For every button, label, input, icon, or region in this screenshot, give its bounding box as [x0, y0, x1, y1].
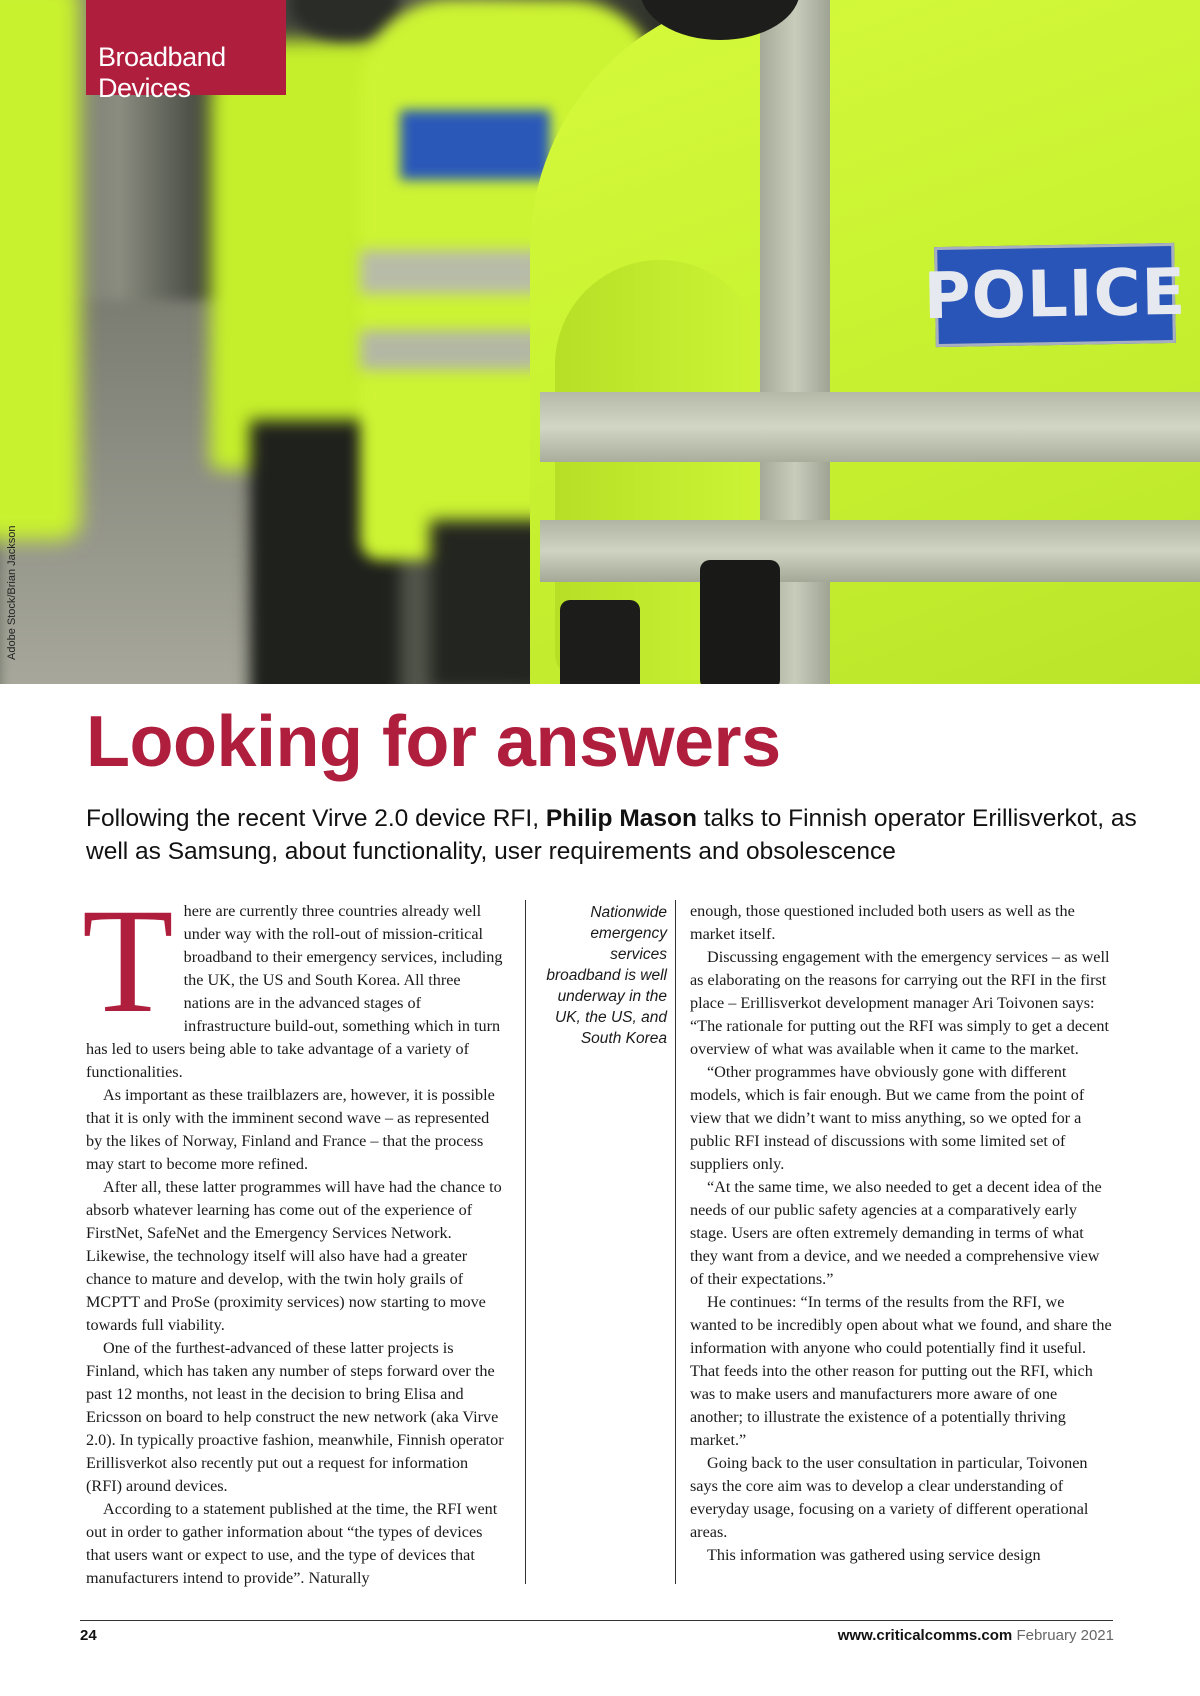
page-number: 24 — [80, 1627, 97, 1644]
footer-date: February 2021 — [1016, 1627, 1114, 1644]
photo-reflective-stripe-horizontal — [540, 520, 1200, 582]
body-paragraph: “At the same time, we also needed to get a decent idea of the needs of our public safety agencies at a comparatively early stage. Users are often extremely demanding in terms of what they want from a device, and we needed a comprehensive view of their expectations.” — [690, 1178, 1102, 1288]
body-paragraph: Going back to the user consultation in particular, Toivonen says the core aim was to develop a clear understanding of everyday usage, focusing on a variety of different operational areas. — [690, 1454, 1089, 1541]
photo-equipment-strap — [560, 600, 640, 684]
body-column-right — [690, 900, 1112, 1567]
column-divider — [675, 900, 676, 1584]
photo-officer-far-left — [0, 0, 80, 540]
body-column-left — [82, 878, 506, 1590]
section-tag: Broadband Devices — [86, 0, 286, 95]
photo-equipment-strap — [700, 560, 780, 684]
photo-blurred-badge — [400, 110, 550, 180]
footer-masthead — [838, 1627, 1114, 1644]
body-paragraph: Discussing engagement with the emergency services – as well as elaborating on the reasons for carrying out the RFI in the first place – Erillisverkot development manager Ari Toivonen says: “The rationale for putting out the RFI was simply to get a decent overview of what was available when it came to the market. — [690, 948, 1110, 1058]
author-name: Philip Mason — [545, 805, 697, 832]
standfirst-text: talks to Finnish operator Erillisverkot, as well as Samsung, about functionality, user requirements and obsolescence — [86, 805, 1137, 865]
body-paragraph: “Other programmes have obviously gone with different models, which is fair enough. But we came from the point of view that we didn’t want to miss anything, so we opted for a public RFI instead of discussions with some limited set of suppliers only. — [690, 1063, 1085, 1173]
standfirst-text: Following the recent Virve 2.0 device RFI, — [86, 805, 546, 832]
photo-reflective-stripe-horizontal — [540, 392, 1200, 462]
body-paragraph: According to a statement published at the time, the RFI went out in order to gather information about “the types of devices that users want or expect to use, and the type of devices that manufacturers intend to provide”. Naturally — [86, 1500, 498, 1587]
body-paragraph: enough, those questioned included both users as well as the market itself. — [690, 902, 1075, 943]
body-paragraph: As important as these trailblazers are, however, it is possible that it is only with the imminent second wave – as represented by the likes of Norway, Finland and France – that the process may start to become more refined. — [86, 1086, 495, 1173]
body-paragraph: After all, these latter programmes will have had the chance to absorb whatever learning has come out of the experience of FirstNet, SafeNet and the Emergency Services Network. Likewise, the technology itself will also have had a greater chance to mature and develop, with the twin holy grails of MCPTT and ProSe (proximity services) now starting to move towards full viability. — [86, 1178, 502, 1334]
footer-rule — [80, 1620, 1113, 1621]
photo-credit: Adobe Stock/Brian Jackson — [6, 525, 18, 660]
standfirst — [86, 802, 1146, 868]
column-divider — [525, 900, 526, 1584]
pull-quote: Nationwide emergency services broadband is well underway in the UK, the US, and South Korea — [546, 904, 667, 1047]
drop-cap: T — [82, 878, 174, 1044]
footer-website: www.criticalcomms.com — [837, 1627, 1013, 1644]
body-paragraph: One of the furthest-advanced of these latter projects is Finland, which has taken any number of steps forward over the past 12 months, not least in the decision to bring Elisa and Ericsson on board to help construct the new network (aka Virve 2.0). In typically proactive fashion, meanwhile, Finnish operator Erillisverkot also recently put out a request for information (RFI) around devices. — [86, 1339, 504, 1495]
body-paragraph: This information was gathered using service design — [707, 1546, 1041, 1564]
headline: Looking for answers — [86, 702, 781, 782]
police-badge: POLICE — [934, 243, 1176, 347]
body-paragraph: He continues: “In terms of the results from the RFI, we wanted to be incredibly open about what we found, and share the information with anyone who could potentially find it useful. That feeds into the other reason for putting out the RFI, which was to make users and manufacturers more aware of one another; to illustrate the existence of a potentially thriving market.” — [690, 1293, 1112, 1449]
body-paragraph: here are currently three countries already well under way with the roll-out of mission-critical broadband to their emergency services, including the UK, the US and South Korea. All three nations are in the advanced stages of infrastructure build-out, something which in turn has led to users being able to take advantage of a variety of functionalities. — [86, 902, 503, 1081]
